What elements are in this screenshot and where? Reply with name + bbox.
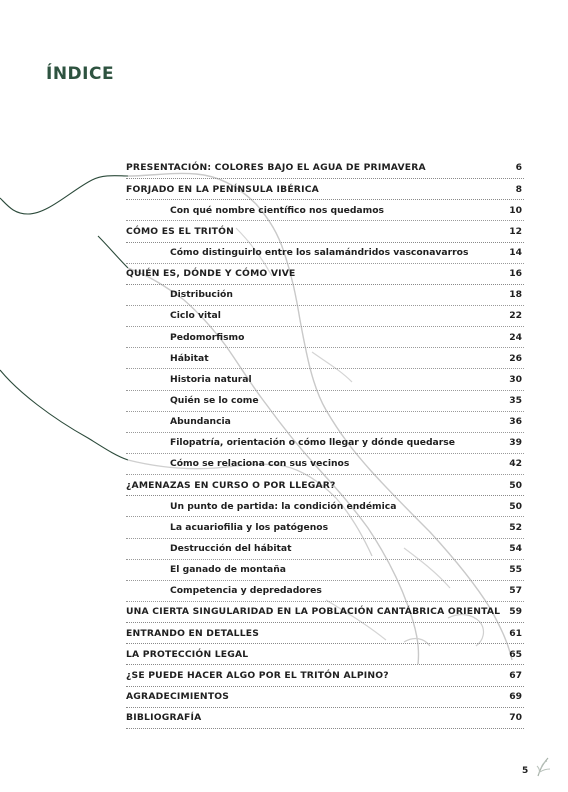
toc-entry-label: ¿AMENAZAS EN CURSO O POR LLEGAR? <box>126 479 336 491</box>
toc-entry[interactable] <box>126 644 524 665</box>
table-of-contents <box>126 158 524 729</box>
toc-entry[interactable] <box>126 391 524 412</box>
toc-entry-label: Filopatría, orientación o cómo llegar y dónde quedarse <box>170 437 455 449</box>
toc-entry-label: Historia natural <box>170 373 252 385</box>
toc-entry-page: 16 <box>509 268 522 280</box>
toc-entry-label: Ciclo vital <box>170 310 221 322</box>
toc-entry[interactable] <box>126 475 524 496</box>
toc-entry[interactable] <box>126 179 524 200</box>
toc-entry[interactable] <box>126 264 524 285</box>
toc-entry-page: 6 <box>515 162 522 174</box>
toc-entry[interactable] <box>126 158 524 179</box>
toc-entry-page: 36 <box>509 416 522 428</box>
toc-entry-label: UNA CIERTA SINGULARIDAD EN LA POBLACIÓN CANTÁBRICA ORIENTAL <box>126 606 501 618</box>
toc-entry[interactable] <box>126 560 524 581</box>
toc-entry[interactable] <box>126 200 524 221</box>
toc-entry-label: La acuariofilia y los patógenos <box>170 521 329 533</box>
toc-entry-label: Destrucción del hábitat <box>170 543 292 554</box>
toc-entry[interactable] <box>126 285 524 306</box>
toc-entry-page: 42 <box>509 458 522 470</box>
toc-entry[interactable] <box>126 665 524 686</box>
toc-entry[interactable] <box>126 412 524 433</box>
toc-entry[interactable] <box>126 433 524 454</box>
toc-entry-page: 59 <box>509 606 522 618</box>
toc-entry[interactable] <box>126 602 524 623</box>
toc-entry-page: 10 <box>509 204 522 216</box>
toc-entry-label: Cómo se relaciona con sus vecinos <box>170 458 350 470</box>
toc-entry-label: QUIÉN ES, DÓNDE Y CÓMO VIVE <box>126 268 296 280</box>
toc-entry[interactable] <box>126 581 524 602</box>
toc-entry-label: Con qué nombre científico nos quedamos <box>170 204 384 216</box>
toc-entry[interactable] <box>126 517 524 538</box>
toc-entry-page: 55 <box>509 564 522 576</box>
toc-entry-page: 61 <box>509 627 522 639</box>
toc-entry-label: Un punto de partida: la condición endémica <box>170 500 397 512</box>
toc-entry[interactable] <box>126 496 524 517</box>
toc-entry[interactable] <box>126 369 524 390</box>
toc-entry[interactable] <box>126 623 524 644</box>
toc-entry-page: 57 <box>509 585 522 597</box>
toc-entry-label: ENTRANDO EN DETALLES <box>126 627 260 639</box>
toc-entry-page: 50 <box>509 479 522 491</box>
page-title: ÍNDICE <box>46 64 115 84</box>
toc-entry[interactable] <box>126 243 524 264</box>
toc-entry-page: 39 <box>509 437 522 449</box>
toc-entry[interactable] <box>126 454 524 475</box>
toc-entry-page: 22 <box>509 310 522 322</box>
toc-entry-label: PRESENTACIÓN: COLORES BAJO EL AGUA DE PRIMAVERA <box>126 162 426 174</box>
toc-entry-page: 8 <box>515 183 522 195</box>
toc-entry-page: 26 <box>509 352 522 364</box>
toc-entry-label: Hábitat <box>170 352 209 364</box>
toc-entry-page: 24 <box>509 331 522 343</box>
toc-entry-page: 30 <box>509 373 522 385</box>
toc-entry-page: 50 <box>509 500 522 512</box>
toc-entry-label: LA PROTECCIÓN LEGAL <box>126 648 249 660</box>
toc-entry[interactable] <box>126 348 524 369</box>
toc-entry[interactable] <box>126 327 524 348</box>
toc-entry-label: ¿SE PUEDE HACER ALGO POR EL TRITÓN ALPINO? <box>126 669 389 681</box>
toc-entry-page: 14 <box>509 247 522 259</box>
toc-entry[interactable] <box>126 539 524 560</box>
toc-entry-label: Pedomorfismo <box>170 331 245 343</box>
toc-entry-label: AGRADECIMIENTOS <box>126 690 230 702</box>
toc-entry-label: FORJADO EN LA PENÍNSULA IBÉRICA <box>126 183 319 195</box>
toc-entry-page: 67 <box>509 669 522 681</box>
toc-entry[interactable] <box>126 306 524 327</box>
toc-entry-page: 12 <box>509 225 522 237</box>
toc-entry-page: 65 <box>509 648 522 660</box>
toc-entry-label: CÓMO ES EL TRITÓN <box>126 225 235 237</box>
toc-entry-page: 35 <box>509 395 522 407</box>
toc-entry-label: El ganado de montaña <box>170 564 286 576</box>
toc-entry-label: BIBLIOGRAFÍA <box>126 712 202 724</box>
toc-entry[interactable] <box>126 221 524 242</box>
toc-entry-label: Quién se lo come <box>170 395 259 407</box>
toc-entry-page: 70 <box>509 712 522 724</box>
toc-entry-page: 52 <box>509 521 522 533</box>
toc-entry[interactable] <box>126 708 524 729</box>
page-number: 5 <box>522 766 529 776</box>
leaf-icon <box>536 756 552 778</box>
toc-entry-label: Distribución <box>170 289 233 301</box>
toc-entry-page: 54 <box>509 543 522 554</box>
toc-entry-label: Cómo distinguirlo entre los salamándridos vasconavarros <box>170 247 469 259</box>
toc-entry-label: Abundancia <box>170 416 231 428</box>
toc-entry-label: Competencia y depredadores <box>170 585 322 597</box>
toc-entry[interactable] <box>126 687 524 708</box>
toc-entry-page: 18 <box>509 289 522 301</box>
toc-entry-page: 69 <box>509 690 522 702</box>
